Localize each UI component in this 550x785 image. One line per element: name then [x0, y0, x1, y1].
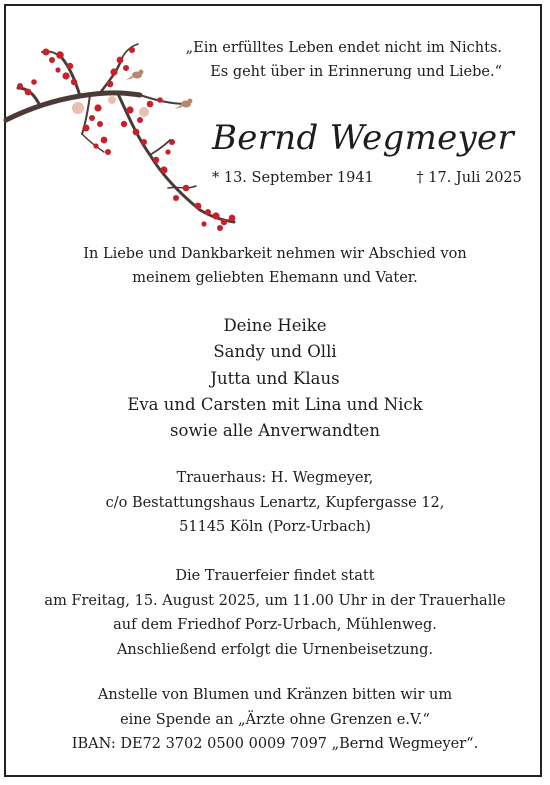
ceremony-line: am Freitag, 15. August 2025, um 11.00 Uhr in der Trauerhalle — [44, 592, 506, 609]
address-line: 51145 Köln (Porz-Urbach) — [179, 519, 371, 535]
mourner-entry: Jutta und Klaus — [210, 368, 340, 388]
ceremony-line: Die Trauerfeier findet statt — [175, 568, 375, 584]
funeral-ceremony-info — [0, 564, 550, 662]
death-date: † 17. Juli 2025 — [416, 170, 522, 186]
address-line: c/o Bestattungshaus Lenartz, Kupfergasse 12, — [105, 494, 445, 511]
quote-line: Es geht über in Erinnerung und Liebe.“ — [210, 64, 502, 80]
mourners-list — [0, 313, 550, 444]
intro-line: meinem geliebten Ehemann und Vater. — [132, 270, 418, 286]
donation-iban: IBAN: DE72 3702 0500 0009 7097 „Bernd Wegmeyer“. — [71, 736, 479, 752]
birth-date: * 13. September 1941 — [212, 170, 374, 186]
mourning-house-address — [0, 466, 550, 540]
deceased-name: Bernd Wegmeyer — [212, 118, 515, 158]
memorial-quote — [142, 36, 502, 84]
bird-icon — [126, 70, 143, 80]
mourner-entry: sowie alle Anverwandten — [170, 421, 380, 441]
farewell-intro — [0, 242, 550, 290]
mourner-entry: Eva und Carsten mit Lina und Nick — [127, 394, 423, 414]
donation-request — [0, 683, 550, 757]
mourner-entry: Deine Heike — [223, 316, 327, 335]
donation-line: Anstelle von Blumen und Kränzen bitten wir um — [97, 687, 453, 703]
address-line: Trauerhaus: H. Wegmeyer, — [176, 470, 374, 486]
intro-line: In Liebe und Dankbarkeit nehmen wir Abschied von — [83, 246, 467, 262]
quote-line: „Ein erfülltes Leben endet nicht im Nichts. — [185, 40, 502, 56]
mourner-entry: Sandy und Olli — [213, 342, 337, 362]
donation-line: eine Spende an „Ärzte ohne Grenzen e.V.“ — [120, 711, 430, 728]
life-dates — [212, 170, 522, 186]
ceremony-line: auf dem Friedhof Porz-Urbach, Mühlenweg. — [113, 617, 437, 633]
ceremony-line: Anschließend erfolgt die Urnenbeisetzung. — [116, 641, 434, 658]
